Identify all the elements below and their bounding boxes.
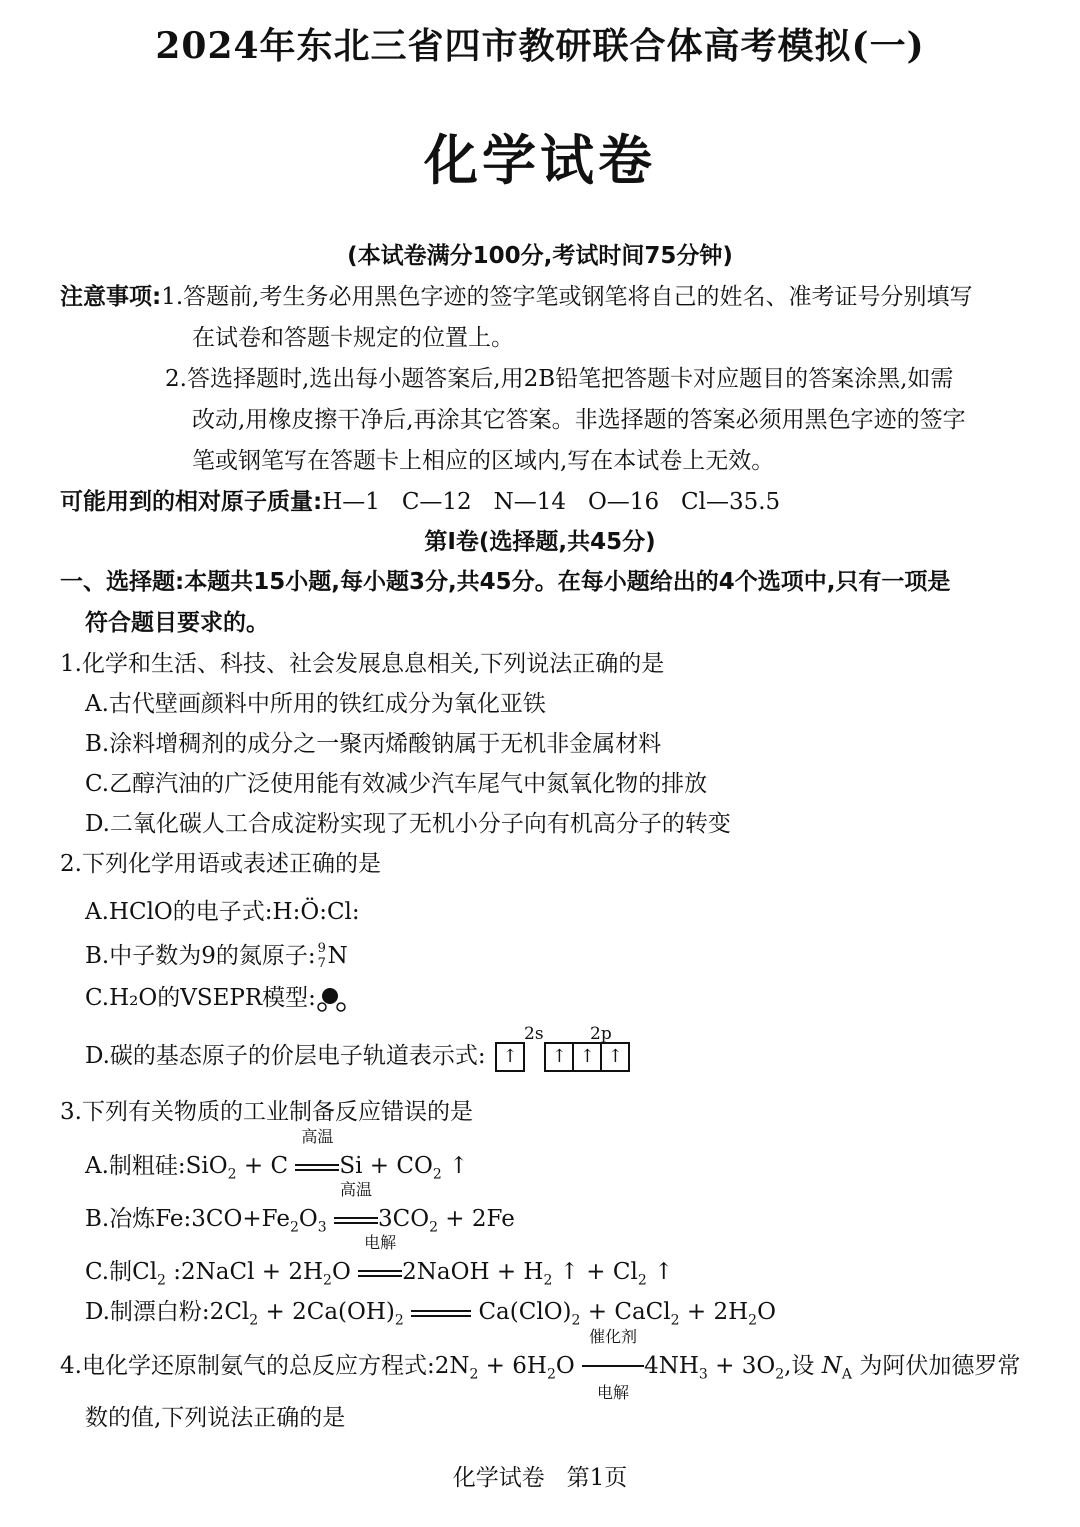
orbital-2p-label: 2p <box>590 1024 612 1044</box>
atomic-mass-line: 可能用到的相对原子质量:H—1 C—12 N—14 O—16 Cl—35.5 <box>60 489 781 515</box>
q3-option-c: C.制$Cl_2$ :2NaCl + $2H_2O$ 电解 2NaOH + $H_2$ ↑ + $Cl_2$ ↑ <box>85 1233 674 1289</box>
notice-label: 注意事项: <box>60 284 162 310</box>
q1-option-c: C.乙醇汽油的广泛使用能有效减少汽车尾气中氮氧化物的排放 <box>85 771 708 797</box>
notice-item2-line3: 笔或钢笔写在答题卡上相应的区域内,写在本试卷上无效。 <box>192 448 775 474</box>
q2-stem: 2.下列化学用语或表述正确的是 <box>60 851 381 877</box>
notice-item2-line1: 2.答选择题时,选出每小题答案后,用2B铅笔把答题卡对应题目的答案涂黑,如需 <box>165 366 954 392</box>
q4-stem-line2: 数的值,下列说法正确的是 <box>85 1405 346 1431</box>
part1-title: 第Ⅰ卷(选择题,共45分) <box>424 529 656 555</box>
subject-title: 化学试卷 <box>424 128 656 192</box>
notice-item1-line1: 注意事项:1.答题前,考生务必用黑色字迹的签字笔或钢笔将自己的姓名、准考证号分别填写 <box>60 284 973 310</box>
section-heading-line2: 符合题目要求的。 <box>85 610 269 636</box>
exam-info: (本试卷满分100分,考试时间75分钟) <box>347 243 733 269</box>
reaction-arrow: 高温 <box>295 1150 339 1182</box>
orbital-2p-boxes: ↑ ↑ ↑ <box>544 1042 630 1072</box>
q1-option-d: D.二氧化碳人工合成淀粉实现了无机小分子向有机高分子的转变 <box>85 811 731 837</box>
notice-item1-line2: 在试卷和答题卡规定的位置上。 <box>192 325 514 351</box>
q3-option-b: B.冶炼$Fe:3CO+Fe_2O_3$ 高温 $3CO_2 + 2Fe$ <box>85 1180 515 1236</box>
isotope-notation: 9 7 <box>317 941 326 971</box>
q2-option-c: C.H₂O的VSEPR模型: <box>85 982 348 1014</box>
reaction-arrow: 催化剂 电解 <box>582 1350 644 1382</box>
q2-option-d: D.碳的基态原子的价层电子轨道表示式: ↑ ↑ ↑ ↑ <box>85 1040 630 1072</box>
reaction-arrow <box>411 1296 471 1328</box>
section-heading-line1: 一、选择题:本题共15小题,每小题3分,共45分。在每小题给出的4个选项中,只有一项是 <box>60 569 951 595</box>
q1-option-b: B.涂料增稠剂的成分之一聚丙烯酸钠属于无机非金属材料 <box>85 731 662 757</box>
q1-option-a: A.古代壁画颜料中所用的铁红成分为氧化亚铁 <box>85 691 546 717</box>
q3-stem: 3.下列有关物质的工业制备反应错误的是 <box>60 1099 473 1125</box>
orbital-2s-label: 2s <box>524 1024 544 1044</box>
reaction-arrow: 高温 <box>334 1203 378 1235</box>
reaction-arrow: 电解 <box>358 1256 402 1288</box>
q4-stem-line1: 4.电化学还原制氨气的总反应方程式$:2N_2 + 6H_2O$ 催化剂 电解 $4NH_3 + 3O_2$,设 $N_A$ 为阿伏加德罗常 <box>60 1327 1021 1402</box>
notice-item2-line2: 改动,用橡皮擦干净后,再涂其它答案。非选择题的答案必须用黑色字迹的签字 <box>192 407 966 433</box>
q3-option-a: A.制粗硅:SiO$_2$ + C 高温 $Si + CO_2$ ↑ <box>85 1127 469 1183</box>
q2-option-b: B.中子数为9的氮原子: 9 7 N <box>85 941 348 971</box>
exam-title: 2024年东北三省四市教研联合体高考模拟(一) <box>155 25 925 67</box>
q2-option-a: A.HClO的电子式:H:Ö:Cl: <box>85 899 360 925</box>
vsepr-model-icon <box>316 985 348 1013</box>
q3-option-d: D.制漂白粉$:2Cl_2 + 2Ca(OH)_2$ $Ca(ClO)_2$ + CaCl$_2$ + $2H_2O$ <box>85 1296 776 1328</box>
page-footer: 化学试卷 第1页 <box>452 1465 628 1491</box>
orbital-2s-box: ↑ <box>495 1042 525 1072</box>
electron-formula: H:Ö:Cl: <box>272 899 360 925</box>
q1-stem: 1.化学和生活、科技、社会发展息息相关,下列说法正确的是 <box>60 651 665 677</box>
